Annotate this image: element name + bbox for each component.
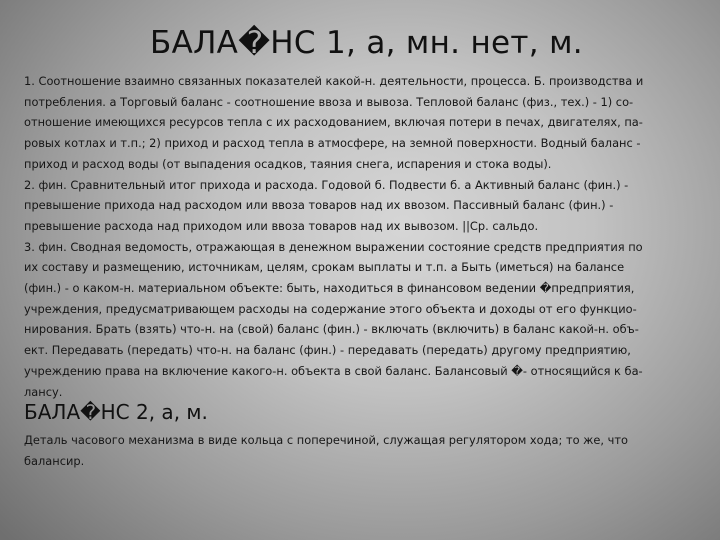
definition-line: превышение расхода над приходом или ввоза товаров над их вывозом. ||Ср. сальдо.: [24, 218, 539, 233]
definition-line: отношение имеющихся ресурсов тепла с их расходованием, включая потери в печах, двигателях, па-: [24, 115, 643, 130]
headword-balans-2: БАЛА�НС 2, а, м.: [24, 400, 208, 424]
definition-balans-2: [24, 430, 700, 471]
definition-line: потребления. а Торговый баланс - соотношение ввоза и вывоза. Тепловой баланс (физ., тех.) - 1) со-: [24, 94, 634, 109]
definition-line: ект. Передавать (передать) что-н. на баланс (фин.) - передавать (передать) другому предприятию,: [24, 343, 631, 358]
definition-balans-1: [24, 71, 700, 402]
definition-line: лансу.: [24, 384, 63, 399]
definition-line: балансир.: [24, 453, 85, 468]
definition-line: учреждения, предусматривающем расходы на содержание этого объекта и доходы от его функцио-: [24, 301, 637, 316]
headword-balans-1: БАЛА�НС 1, а, мн. нет, м.: [150, 25, 583, 61]
definition-line: 3. фин. Сводная ведомость, отражающая в денежном выражении состояние средств предприятия по: [24, 239, 643, 254]
definition-line: превышение прихода над расходом или ввоза товаров над их ввозом. Пассивный баланс (фин.) -: [24, 198, 614, 213]
definition-line: нирования. Брать (взять) что-н. на (свой) баланс (фин.) - включать (включить) в баланс какой-н. объ-: [24, 322, 639, 337]
definition-line: 2. фин. Сравнительный итог прихода и расхода. Годовой б. Подвести б. а Активный баланс (фин.) -: [24, 177, 629, 192]
definition-line: 1. Соотношение взаимно связанных показателей какой-н. деятельности, процесса. Б. производства и: [24, 74, 644, 88]
definition-line: их составу и размещению, источникам, целям, срокам выплаты и т.п. а Быть (иметься) на балансе: [24, 260, 625, 275]
definition-line: ровых котлах и т.п.; 2) приход и расход тепла в атмосфере, на земной поверхности. Водный баланс -: [24, 136, 641, 151]
definition-line: учреждению права на включение какого-н. объекта в свой баланс. Балансовый �- относящийся к ба-: [24, 363, 643, 378]
definition-line: (фин.) - о каком-н. материальном объекте: быть, находиться в финансовом ведении �предприятия,: [24, 281, 635, 296]
definition-line: Деталь часового механизма в виде кольца с поперечиной, служащая регулятором хода; то же, что: [24, 433, 629, 447]
definition-line: приход и расход воды (от выпадения осадков, таяния снега, испарения и стока воды).: [24, 156, 552, 171]
